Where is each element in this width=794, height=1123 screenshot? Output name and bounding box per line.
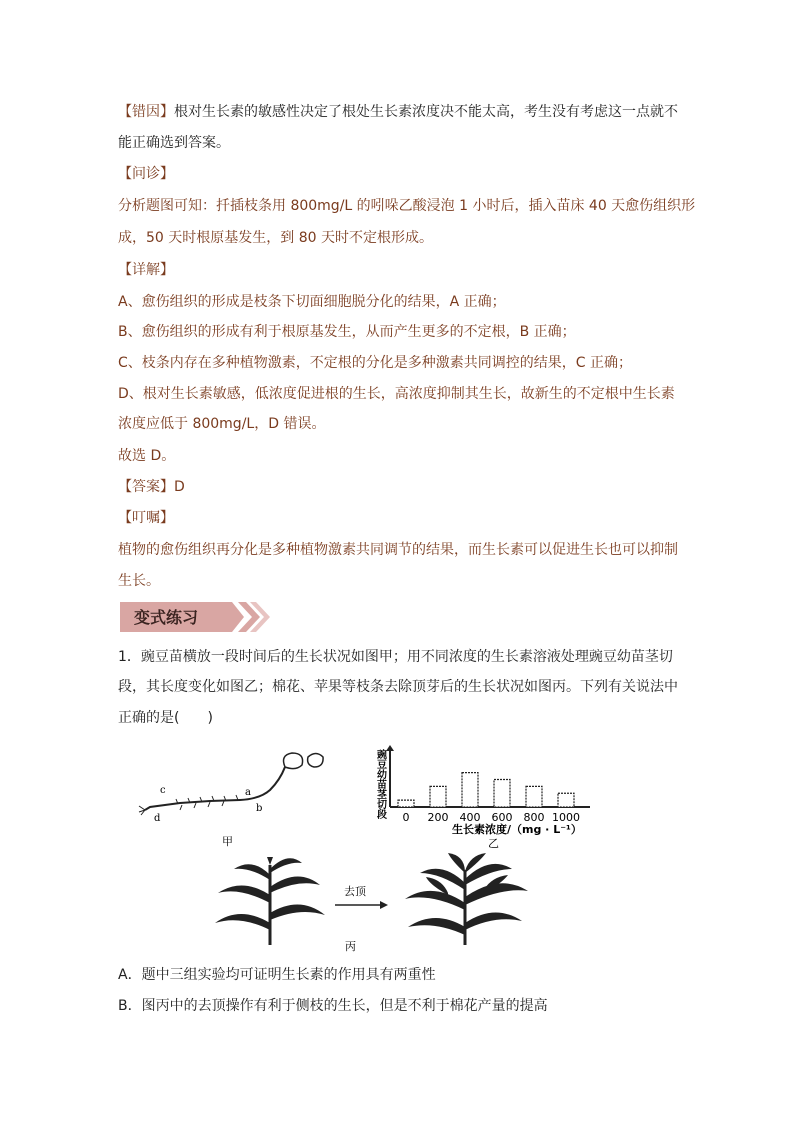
explanation-option-c: C、枝条内存在多种植物激素，不定根的分化是多种激素共同调控的结果，C 正确； bbox=[118, 355, 632, 371]
bar-chart-yi bbox=[375, 745, 591, 850]
option-a: A．题中三组实验均可证明生长素的作用具有两重性 bbox=[118, 967, 436, 983]
tick-label-800: 800 bbox=[523, 811, 545, 824]
explanation-option-a: A、愈伤组织的形成是枝条下切面细胞脱分化的结果，A 正确； bbox=[118, 294, 506, 310]
seedling-figure-jia bbox=[139, 753, 323, 848]
explanation-tag: 【详解】 bbox=[118, 262, 174, 278]
explanation-conclusion: 故选 D。 bbox=[118, 448, 176, 464]
diagnosis-tag: 【问诊】 bbox=[118, 166, 174, 182]
plant-figure-bing-after bbox=[345, 853, 528, 953]
question-line-1: 1．豌豆苗横放一段时间后的生长状况如图甲；用不同浓度的生长素溶液处理豌豆幼苗茎切 bbox=[118, 649, 673, 665]
error-cause-tag: 【错因】 bbox=[118, 104, 174, 120]
bar-1000 bbox=[558, 793, 574, 807]
x-axis-label: 生长素浓度/（mg · L⁻¹） bbox=[452, 823, 582, 836]
letter-a: a bbox=[245, 787, 251, 798]
question-line-3: 正确的是( ) bbox=[118, 710, 213, 726]
bar-200 bbox=[430, 786, 446, 807]
y-axis-arrow bbox=[386, 745, 394, 751]
error-cause-line-1 bbox=[118, 102, 678, 122]
experiment-figure bbox=[130, 745, 650, 955]
explanation-option-d-1: D、根对生长素敏感，低浓度促进根的生长，高浓度抑制其生长，故新生的不定根中生长素 bbox=[118, 386, 675, 402]
letter-c: c bbox=[160, 785, 166, 796]
bar-0 bbox=[398, 800, 414, 807]
jia-label: 甲 bbox=[222, 835, 233, 848]
diagnosis-text-2: 成，50 天时根原基发生，到 80 天时不定根形成。 bbox=[118, 230, 433, 246]
tick-label-1000: 1000 bbox=[552, 811, 580, 824]
arrow-label: 去顶 bbox=[344, 885, 366, 898]
reminder-text-1: 植物的愈伤组织再分化是多种植物激素共同调节的结果，而生长素可以促进生长也可以抑制 bbox=[118, 542, 678, 558]
yi-label: 乙 bbox=[488, 837, 499, 850]
plant-figure-bing-before bbox=[215, 857, 325, 945]
reminder-tag: 【叮嘱】 bbox=[118, 510, 174, 526]
letter-d: d bbox=[154, 813, 161, 824]
arrow-qu-ding bbox=[335, 884, 388, 909]
answer-line: 【答案】D bbox=[118, 479, 185, 495]
tick-label-200: 200 bbox=[427, 811, 449, 824]
diagnosis-text-1: 分析题图可知：扦插枝条用 800mg/L 的吲哚乙酸浸泡 1 小时后，插入苗床 40 天愈伤组织形 bbox=[118, 198, 696, 214]
banner-text: 变式练习 bbox=[134, 608, 199, 627]
practice-banner bbox=[120, 600, 270, 634]
bar-600 bbox=[494, 780, 510, 808]
explanation-option-b: B、愈伤组织的形成有利于根原基发生，从而产生更多的不定根，B 正确； bbox=[118, 324, 576, 340]
figure-svg bbox=[130, 745, 650, 955]
option-b: B．图丙中的去顶操作有利于侧枝的生长，但是不利于棉花产量的提高 bbox=[118, 998, 548, 1014]
tick-label-0: 0 bbox=[402, 811, 410, 824]
reminder-text-2: 生长。 bbox=[118, 573, 160, 589]
letter-b: b bbox=[256, 803, 263, 814]
explanation-option-d-2: 浓度应低于 800mg/L，D 错误。 bbox=[118, 416, 326, 432]
error-cause-text-1: 根对生长素的敏感性决定了根处生长素浓度决不能太高，考生没有考虑这一点就不 bbox=[174, 104, 678, 120]
y-axis-label: 豌豆幼苗茎切段 bbox=[374, 749, 386, 819]
banner-shape bbox=[120, 600, 270, 634]
error-cause-text-2: 能正确选到答案。 bbox=[118, 135, 230, 151]
bar-400 bbox=[462, 773, 478, 807]
tick-label-600: 600 bbox=[491, 811, 513, 824]
tick-label-400: 400 bbox=[459, 811, 481, 824]
bing-label: 丙 bbox=[345, 940, 356, 953]
question-line-2: 段，其长度变化如图乙；棉花、苹果等枝条去除顶芽后的生长状况如图丙。下列有关说法中 bbox=[118, 679, 678, 695]
bar-800 bbox=[526, 786, 542, 807]
